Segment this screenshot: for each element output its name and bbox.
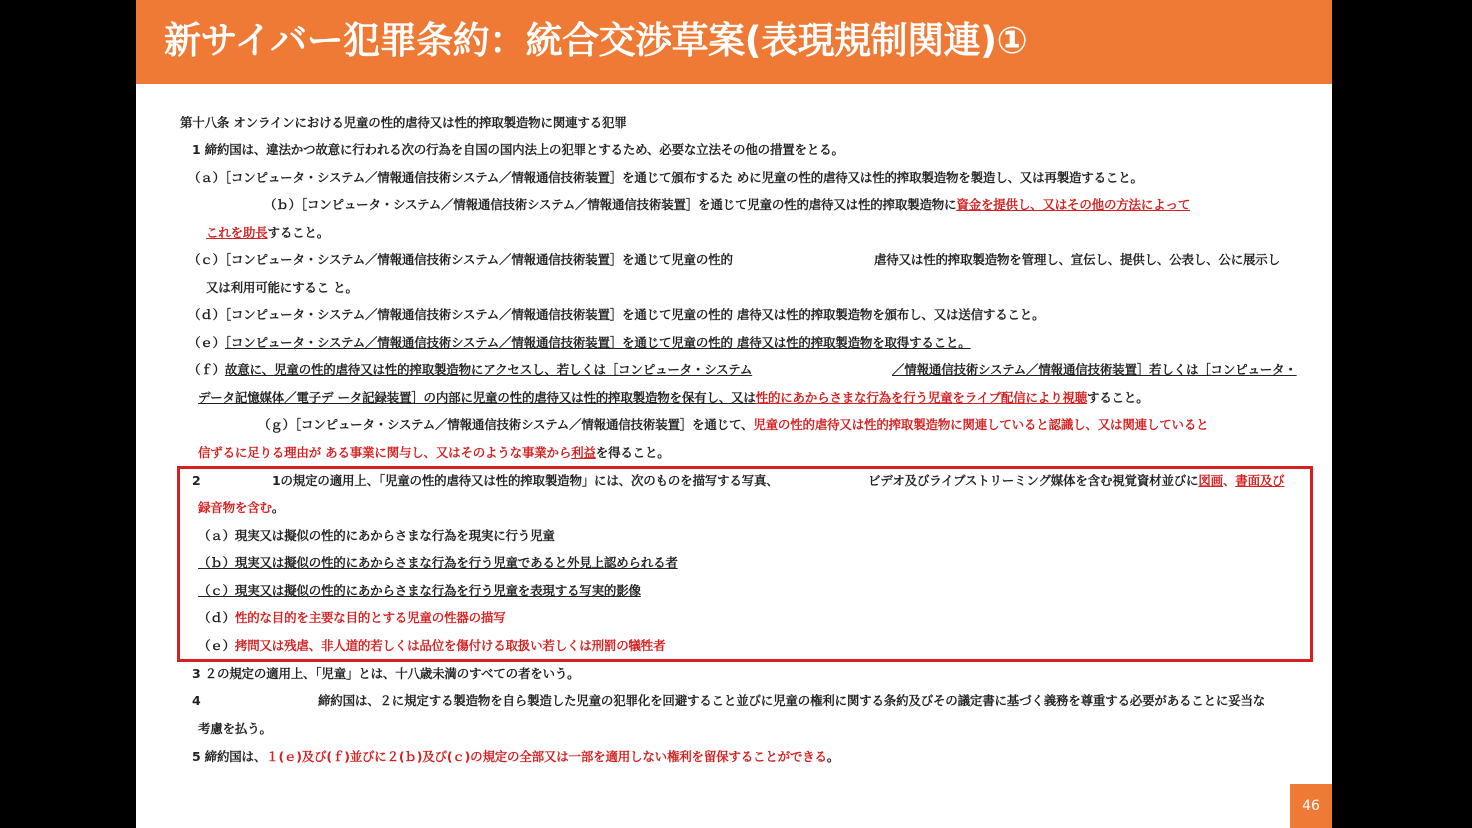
- paragraph-2-number: 2: [192, 473, 201, 488]
- item-1e: [188, 334, 971, 352]
- item-1g-highlight-2: 信ずるに足りる理由が ある事業に関与し、又はそのような事業から: [198, 445, 572, 460]
- item-2a: （ａ）現実又は擬似の性的にあからさまな行為を現実に行う児童: [198, 528, 555, 543]
- item-2d: [198, 609, 506, 627]
- item-2e-highlight: 拷問又は残虐、非人道的若しくは品位を傷付ける取扱い若しくは刑罰の犠牲者: [234, 638, 666, 653]
- paragraph-4-number: 4: [192, 693, 201, 708]
- item-1f-continued: [198, 389, 1149, 407]
- item-1f-text: 故意に、児童の性的虐待又は性的搾取製造物にアクセスし、若しくは［コンピュータ・システム: [224, 362, 753, 377]
- item-1g-end: を得ること。: [595, 445, 670, 460]
- paragraph-2-highlight-2: 書面及び: [1235, 473, 1285, 488]
- paragraph-3: 3 ２の規定の適用上、「児童」とは、十八歳未満のすべての者をいう。: [192, 666, 580, 681]
- item-1g: [258, 416, 1208, 434]
- item-1e-label: （ｅ）: [188, 335, 225, 350]
- paragraph-2-end: 。: [271, 500, 285, 515]
- paragraph-2-part2: [868, 472, 1284, 490]
- item-1c-continued: 又は利用可能にするこ と。: [206, 280, 358, 295]
- item-1f-end: すること。: [1087, 390, 1149, 405]
- item-1c-part1: （ｃ）［コンピュータ・システム／情報通信技術システム／情報通信技術装置］を通じて児童の性的: [188, 252, 733, 267]
- item-1g-text: （ｇ）［コンピュータ・システム／情報通信技術システム／情報通信技術装置］を通じて、: [258, 417, 754, 432]
- item-1b-highlight-2: これを助長: [206, 225, 268, 240]
- paragraph-2-continued: [198, 499, 284, 517]
- item-1f-part2: ／情報通信技術システム／情報通信技術装置］若しくは［コンピュータ・: [892, 362, 1297, 377]
- item-1b: [264, 196, 1190, 214]
- item-1b-end: すること。: [267, 225, 330, 240]
- paragraph-2-text: ビデオ及びライブストリーミング媒体を含む視覚資材並びに: [868, 473, 1199, 488]
- item-1b-highlight: 資金を提供し、又はその他の方法によって: [956, 197, 1191, 212]
- item-1b-text: （ｂ）［コンピュータ・システム／情報通信技術システム／情報通信技術装置］を通じて児童の性的虐待又は性的搾取製造物に: [264, 197, 957, 212]
- item-1f-part1: [188, 361, 752, 379]
- item-2d-label: （ｄ）: [198, 610, 235, 625]
- slide-header: [136, 0, 1332, 84]
- slide-title: 新サイバー犯罪条約：統合交渉草案(表現規制関連)①: [164, 19, 1028, 62]
- paragraph-1-intro: 1 締約国は、違法かつ故意に行われる次の行為を自国の国内法上の犯罪とするため、必要な立法その他の措置をとる。: [192, 142, 844, 157]
- page-number: 46: [1290, 784, 1332, 828]
- item-1c-part2: 虐待又は性的搾取製造物を管理し、宣伝し、提供し、公表し、公に展示し: [874, 252, 1280, 267]
- paragraph-4-text: 締約国は、２に規定する製造物を自ら製造した児童の犯罪化を回避すること並びに児童の権利に関する条約及びその議定書に基づく義務を尊重する必要があることに妥当な: [318, 693, 1266, 708]
- item-1f-highlight: 性的にあからさまな行為を行う児童をライブ配信により視聴: [755, 390, 1088, 405]
- item-1g-continued: [198, 444, 670, 462]
- paragraph-2-separator: 、: [1222, 473, 1236, 488]
- item-1g-highlight-3: 利益: [571, 445, 596, 460]
- item-1b-continued: [206, 224, 329, 242]
- item-1f-cont-text: データ記憶媒体／電子デ ータ記録装置］の内部に児童の性的虐待又は性的搾取製造物を保有し、又は: [198, 390, 756, 405]
- paragraph-5-text: 5 締約国は、: [192, 749, 267, 764]
- paragraph-2-part1: 1の規定の適用上、「児童の性的虐待又は性的搾取製造物」には、次のものを描写する写真、: [272, 473, 779, 488]
- item-1e-text: ［コンピュータ・システム／情報通信技術システム／情報通信技術装置］を通じて児童の性的 虐待又は性的搾取製造物を取得すること。: [224, 335, 971, 350]
- item-2e-label: （ｅ）: [198, 638, 235, 653]
- item-1a: （ａ）［コンピュータ・システム／情報通信技術システム／情報通信技術装置］を通じて頒布するた めに児童の性的虐待又は性的搾取製造物を製造し、又は再製造すること。: [188, 170, 1143, 185]
- paragraph-5: [192, 748, 839, 766]
- paragraph-5-highlight: １(ｅ)及び(ｆ)並びに２(ｂ)及び(ｃ)の規定の全部又は一部を適用しない権利を留保することができる: [266, 749, 827, 764]
- item-2d-highlight: 性的な目的を主要な目的とする児童の性器の描写: [234, 610, 506, 625]
- paragraph-2-highlight-1: 図画: [1198, 473, 1223, 488]
- item-2c: （ｃ）現実又は擬似の性的にあからさまな行為を行う児童を表現する写実的影像: [198, 583, 641, 598]
- item-1g-highlight: 児童の性的虐待又は性的搾取製造物に関連していると認識し、又は関連していると: [753, 417, 1209, 432]
- item-2e: [198, 637, 665, 655]
- item-1f-label: （ｆ）: [188, 362, 225, 377]
- paragraph-4-continued: 考慮を払う。: [198, 721, 272, 736]
- paragraph-5-end: 。: [826, 749, 840, 764]
- item-1d: （ｄ）［コンピュータ・システム／情報通信技術システム／情報通信技術装置］を通じて児童の性的 虐待又は性的搾取製造物を頒布し、又は送信すること。: [188, 307, 1045, 322]
- slide: [136, 0, 1332, 828]
- paragraph-2-highlight-3: 録音物を含む: [198, 500, 272, 515]
- article-title: 第十八条 オンラインにおける児童の性的虐待又は性的搾取製造物に関連する犯罪: [180, 115, 627, 130]
- item-2b: （ｂ）現実又は擬似の性的にあからさまな行為を行う児童であると外見上認められる者: [198, 555, 678, 570]
